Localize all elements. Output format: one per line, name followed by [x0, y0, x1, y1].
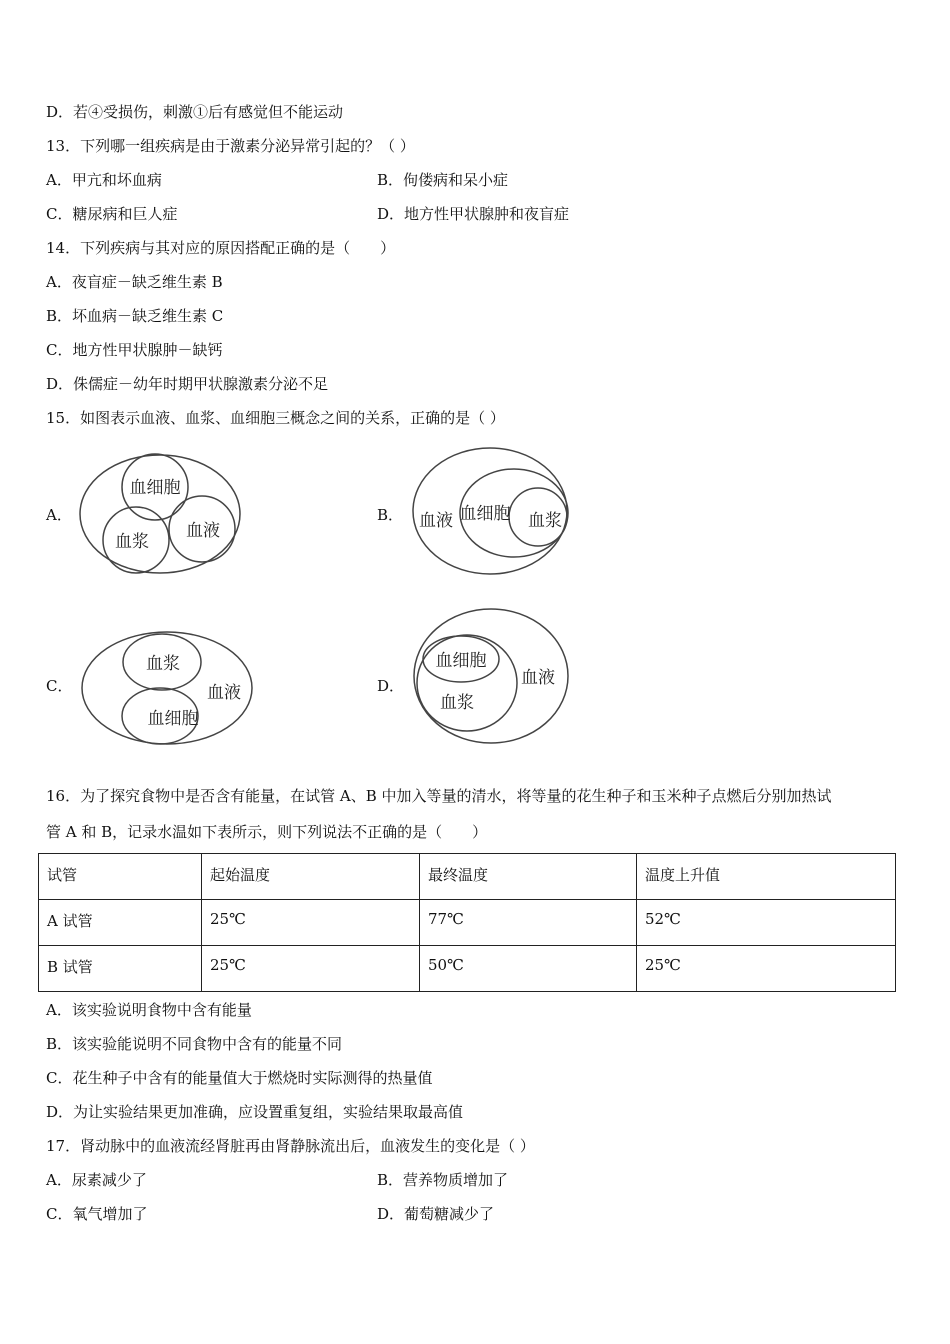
table-header-cell: 起始温度 — [202, 854, 420, 900]
q16-option-b: B．该实验能说明不同食物中含有的能量不同 — [46, 1035, 343, 1053]
q12-option-d: D．若④受损伤，刺激①后有感觉但不能运动 — [46, 103, 344, 121]
q17-option-a: A．尿素减少了 — [46, 1171, 147, 1189]
q13-stem: 13．下列哪一组疾病是由于激素分泌异常引起的？（ ） — [46, 137, 415, 155]
table-cell: 25℃ — [202, 900, 420, 946]
q15-stem: 15．如图表示血液、血浆、血细胞三概念之间的关系，正确的是（ ） — [46, 409, 505, 427]
q15-option-c-label: C． — [46, 677, 73, 695]
q16-option-a: A．该实验说明食物中含有能量 — [46, 1001, 252, 1019]
diagram-b — [410, 446, 574, 578]
q14-stem: 14．下列疾病与其对应的原因搭配正确的是（ ） — [46, 239, 396, 257]
q17-stem: 17．肾动脉中的血液流经肾脏再由肾静脉流出后，血液发生的变化是（ ） — [46, 1137, 535, 1155]
table-row — [39, 900, 896, 946]
diagram-a-outer-ellipse — [80, 455, 240, 573]
table-header-cell: 试管 — [39, 854, 202, 900]
q17-option-c: C．氧气增加了 — [46, 1205, 148, 1223]
table-row — [39, 946, 896, 992]
diagram-b-outer-label: 血液 — [419, 511, 453, 531]
q13-option-c: C．糖尿病和巨人症 — [46, 205, 178, 223]
q17-option-b: B．营养物质增加了 — [377, 1171, 509, 1189]
diagram-b-inner-label: 血浆 — [528, 511, 562, 531]
q13-option-a: A．甲亢和坏血病 — [46, 171, 162, 189]
diagram-a — [78, 452, 244, 578]
table-header-row — [39, 854, 896, 900]
diagram-a-left-label: 血浆 — [115, 532, 149, 552]
table-cell: B 试管 — [39, 946, 202, 992]
table-cell: 52℃ — [637, 900, 896, 946]
table-header-cell: 最终温度 — [420, 854, 637, 900]
diagram-d-inner-label: 血细胞 — [435, 651, 487, 671]
table-cell: 25℃ — [202, 946, 420, 992]
diagram-a-right-label: 血液 — [186, 521, 220, 541]
q14-option-b: B．坏血病－缺乏维生素 C — [46, 307, 224, 325]
diagram-d — [411, 606, 573, 748]
table-cell: 25℃ — [637, 946, 896, 992]
diagram-d-outer-label: 血液 — [521, 668, 555, 688]
diagram-c-top-label: 血浆 — [146, 654, 180, 674]
q16-option-d: D．为让实验结果更加准确，应设置重复组，实验结果取最高值 — [46, 1103, 464, 1121]
diagram-d-middle-ellipse — [417, 635, 517, 731]
q15-option-b-label: B． — [377, 506, 404, 524]
table-cell: A 试管 — [39, 900, 202, 946]
q14-option-a: A．夜盲症－缺乏维生素 B — [46, 273, 223, 291]
diagram-d-middle-label: 血浆 — [440, 693, 474, 713]
q13-option-d: D．地方性甲状腺肿和夜盲症 — [377, 205, 570, 223]
table-header-cell: 温度上升值 — [637, 854, 896, 900]
diagram-c — [80, 630, 256, 748]
diagram-c-bottom-label: 血细胞 — [147, 709, 199, 729]
q14-option-d: D．侏儒症－幼年时期甲状腺激素分泌不足 — [46, 375, 329, 393]
q16-stem-line2: 管 A 和 B，记录水温如下表所示，则下列说法不正确的是（ ） — [46, 823, 488, 841]
q16-stem-line1: 16．为了探究食物中是否含有能量，在试管 A、B 中加入等量的清水，将等量的花生种子和玉米种子点燃后分别加热试 — [46, 787, 832, 805]
q13-option-b: B．佝偻病和呆小症 — [377, 171, 509, 189]
diagram-b-middle-label: 血细胞 — [459, 504, 511, 524]
q14-option-c: C．地方性甲状腺肿－缺钙 — [46, 341, 223, 359]
temperature-table — [38, 853, 896, 992]
table-cell: 77℃ — [420, 900, 637, 946]
diagram-a-top-label: 血细胞 — [129, 478, 181, 498]
table-cell: 50℃ — [420, 946, 637, 992]
diagram-c-outer-label: 血液 — [207, 683, 241, 703]
q15-option-d-label: D． — [377, 677, 405, 695]
q16-option-c: C．花生种子中含有的能量值大于燃烧时实际测得的热量值 — [46, 1069, 433, 1087]
q15-option-a-label: A． — [46, 506, 72, 524]
q17-option-d: D．葡萄糖减少了 — [377, 1205, 495, 1223]
